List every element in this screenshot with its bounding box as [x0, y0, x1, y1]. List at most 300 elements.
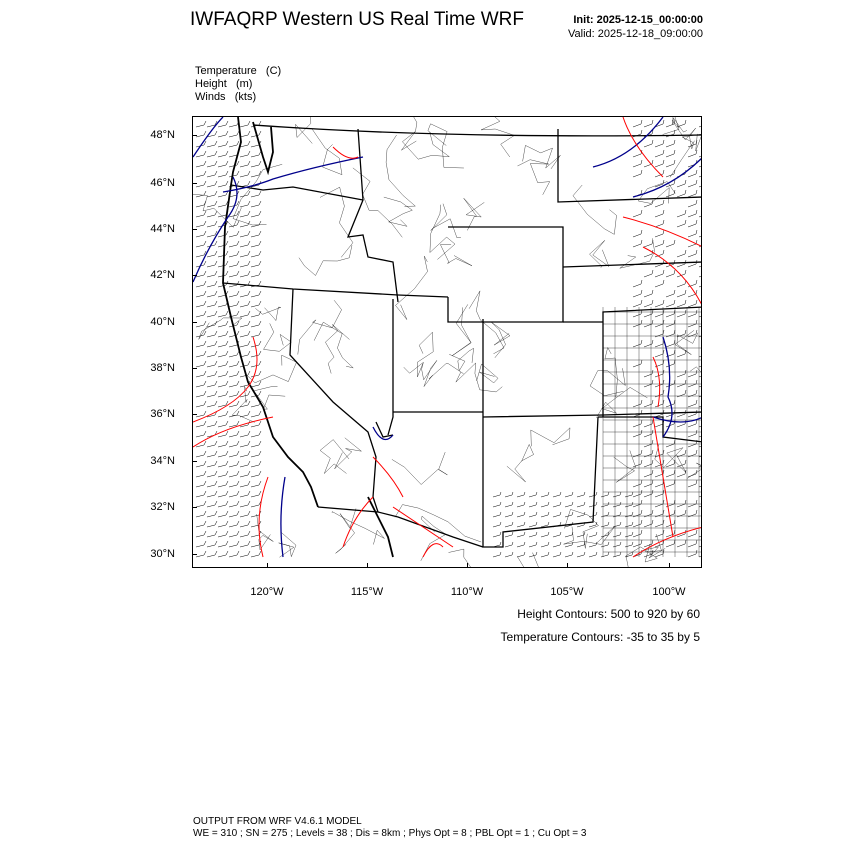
county-line — [675, 330, 698, 354]
variable-list — [195, 65, 281, 104]
lon-label: 105°W — [550, 586, 584, 598]
wind-barb — [541, 522, 549, 527]
wind-barb — [505, 552, 513, 557]
wind-barb — [207, 481, 217, 487]
county-line — [392, 452, 448, 484]
wind-barb — [613, 542, 621, 547]
wind-barb — [655, 520, 664, 527]
wind-barb — [633, 540, 642, 547]
wind-barb — [218, 301, 228, 307]
wind-barb — [196, 371, 206, 377]
wind-barb — [207, 521, 217, 527]
wind-barb — [666, 290, 675, 297]
wind-barb — [207, 531, 217, 537]
wind-barb — [240, 131, 250, 137]
wind-barb — [577, 542, 585, 547]
wind-barb — [493, 492, 501, 497]
wind-barb — [196, 531, 206, 537]
wind-barb — [196, 291, 206, 297]
wind-barb — [644, 400, 653, 407]
lat-tick — [192, 135, 197, 136]
wind-barb — [677, 500, 686, 507]
wind-barb — [218, 381, 228, 387]
wind-barb — [677, 220, 686, 227]
wind-barb — [553, 512, 561, 517]
wind-barb — [565, 492, 573, 497]
wind-barb — [505, 522, 513, 527]
height-contours-label: Height Contours: 500 to 920 by 60 — [517, 607, 700, 621]
county-line — [590, 368, 625, 396]
wind-barb — [251, 331, 261, 337]
wind-barb — [196, 431, 206, 437]
wind-barb — [529, 552, 537, 557]
wind-barb — [251, 431, 261, 437]
wind-barb — [505, 492, 513, 497]
wind-barb — [677, 420, 686, 427]
wind-barb — [644, 460, 653, 467]
wind-barb — [240, 301, 250, 307]
wind-barb — [688, 470, 697, 477]
wind-barb — [699, 120, 702, 127]
lon-label: 100°W — [652, 586, 686, 598]
county-line — [384, 197, 413, 226]
county-line — [431, 204, 461, 238]
wind-barb — [677, 280, 686, 287]
lon-label: 120°W — [250, 586, 284, 598]
wind-barb — [229, 121, 239, 127]
wind-barb — [229, 461, 239, 467]
wind-barb — [601, 552, 609, 557]
wind-barb — [666, 170, 675, 177]
wind-barb — [553, 532, 561, 537]
wind-barb — [207, 511, 217, 517]
county-line — [255, 307, 280, 321]
wind-barb — [240, 481, 250, 487]
lat-tick — [192, 414, 197, 415]
wind-barb — [207, 361, 217, 367]
wind-barb — [240, 171, 250, 177]
wind-barb — [207, 551, 217, 557]
wind-barb — [655, 140, 664, 147]
wind-barb — [699, 210, 702, 217]
wind-barb — [633, 360, 642, 367]
map-canvas — [193, 117, 702, 568]
wind-barb — [655, 200, 664, 207]
lon-tick — [367, 563, 368, 568]
wind-barb — [196, 231, 206, 237]
wind-barb — [207, 441, 217, 447]
wind-barb — [517, 522, 525, 527]
lon-label: 115°W — [350, 586, 384, 598]
wind-barb — [644, 250, 653, 257]
wind-barb — [553, 502, 561, 507]
wind-barb — [613, 512, 621, 517]
wind-barb — [196, 351, 206, 357]
wind-barb — [644, 490, 653, 497]
lat-tick — [192, 507, 197, 508]
wind-barb — [655, 240, 664, 247]
wind-barb — [517, 492, 525, 497]
wind-barb — [699, 170, 702, 177]
lat-label: 46°N — [150, 177, 175, 189]
county-line — [464, 198, 485, 230]
wind-barb — [666, 460, 675, 467]
wind-barb — [688, 310, 697, 317]
wind-barb — [666, 540, 675, 547]
wind-barb — [207, 491, 217, 497]
wind-barb — [655, 220, 664, 227]
wind-barb — [625, 532, 633, 537]
wind-barb — [207, 381, 217, 387]
wind-barb — [655, 320, 664, 327]
wind-barb — [229, 241, 239, 247]
wind-barb — [553, 552, 561, 557]
wind-barb — [633, 400, 642, 407]
wind-barb — [251, 451, 261, 457]
wind-barb — [529, 532, 537, 537]
wind-barb — [240, 501, 250, 507]
wind-barb — [577, 532, 585, 537]
wind-barb — [666, 160, 675, 167]
temperature-contour — [373, 457, 403, 497]
wind-barb — [699, 370, 702, 377]
county-line — [456, 363, 502, 392]
county-line — [452, 304, 471, 355]
wind-barb — [517, 512, 525, 517]
wind-barb — [633, 420, 642, 427]
temperature-contours — [193, 117, 702, 557]
wind-barb — [633, 340, 642, 347]
wind-barb — [196, 221, 206, 227]
wind-barb — [240, 211, 250, 217]
wind-barb — [633, 160, 642, 167]
wind-barb — [644, 440, 653, 447]
wind-barb — [240, 541, 250, 547]
lon-tick — [267, 563, 268, 568]
wind-barb — [218, 241, 228, 247]
height-contour — [633, 157, 702, 197]
county-line — [518, 160, 550, 195]
wind-barb — [196, 181, 206, 187]
county-line — [233, 164, 282, 225]
wind-barb — [655, 160, 664, 167]
wind-barb — [196, 361, 206, 367]
county-line — [449, 549, 483, 568]
wind-barb — [688, 280, 697, 287]
variable-temperature: Temperature (C) — [195, 65, 282, 77]
county-line — [449, 348, 473, 371]
wind-barb — [196, 341, 206, 347]
wind-barb — [633, 480, 642, 487]
wind-barb — [229, 451, 239, 457]
wind-barb — [493, 512, 501, 517]
wind-barbs — [196, 120, 702, 557]
wind-barb — [677, 290, 686, 297]
wind-barb — [655, 340, 664, 347]
wind-barb — [644, 240, 653, 247]
wind-barb — [251, 231, 261, 237]
wind-barb — [493, 552, 501, 557]
wind-barb — [601, 512, 609, 517]
county-line — [605, 348, 618, 398]
wind-barb — [240, 531, 250, 537]
wind-barb — [633, 240, 642, 247]
wind-barb — [218, 341, 228, 347]
wind-barb — [229, 381, 239, 387]
wind-barb — [677, 120, 686, 127]
wind-barb — [229, 391, 239, 397]
wind-barb — [699, 460, 702, 467]
wind-barb — [644, 290, 653, 297]
temperature-contour — [623, 217, 702, 247]
wind-barb — [240, 121, 250, 127]
wind-barb — [699, 500, 702, 507]
wind-barb — [699, 270, 702, 277]
wind-barb — [240, 161, 250, 167]
wind-barb — [218, 331, 228, 337]
wind-barb — [196, 521, 206, 527]
wind-barb — [655, 300, 664, 307]
wind-barb — [196, 501, 206, 507]
wind-barb — [644, 270, 653, 277]
wind-barb — [240, 491, 250, 497]
wind-barb — [577, 552, 585, 557]
lat-label: 48°N — [150, 129, 175, 141]
wind-barb — [240, 461, 250, 467]
wind-barb — [677, 460, 686, 467]
wind-barb — [251, 441, 261, 447]
wind-barb — [688, 500, 697, 507]
wind-barb — [655, 530, 664, 537]
wind-barb — [240, 441, 250, 447]
wind-barb — [196, 241, 206, 247]
wind-barb — [229, 361, 239, 367]
wind-barb — [699, 180, 702, 187]
wind-barb — [644, 470, 653, 477]
wind-barb — [677, 370, 686, 377]
wind-barb — [666, 340, 675, 347]
wind-barb — [666, 380, 675, 387]
wind-barb — [207, 281, 217, 287]
wind-barb — [207, 191, 217, 197]
wind-barb — [677, 250, 686, 257]
wind-barb — [644, 310, 653, 317]
county-line — [320, 440, 349, 474]
wind-barb — [240, 411, 250, 417]
wind-barb — [688, 260, 697, 267]
wind-barb — [229, 431, 239, 437]
wind-barb — [218, 161, 228, 167]
wind-barb — [565, 552, 573, 557]
wind-barb — [655, 250, 664, 257]
county-line — [477, 364, 498, 383]
wind-barb — [601, 492, 609, 497]
wind-barb — [251, 411, 261, 417]
wind-barb — [240, 271, 250, 277]
temperature-contour — [633, 527, 702, 557]
wind-barb — [251, 201, 261, 207]
wind-barb — [666, 150, 675, 157]
wind-barb — [613, 552, 621, 557]
wind-barb — [218, 201, 228, 207]
temperature-contour — [393, 507, 453, 547]
wind-barb — [517, 552, 525, 557]
lat-label: 40°N — [150, 316, 175, 328]
lat-tick — [192, 368, 197, 369]
wind-barb — [207, 171, 217, 177]
wind-barb — [589, 552, 597, 557]
wind-barb — [699, 530, 702, 537]
wind-barb — [493, 522, 501, 527]
wind-barb — [207, 461, 217, 467]
wind-barb — [699, 470, 702, 477]
wind-barb — [196, 411, 206, 417]
wind-barb — [240, 221, 250, 227]
wind-barb — [633, 170, 642, 177]
wind-barb — [688, 380, 697, 387]
wind-barb — [655, 310, 664, 317]
lat-tick — [192, 322, 197, 323]
wind-barb — [196, 321, 206, 327]
wind-barb — [207, 301, 217, 307]
wind-barb — [644, 370, 653, 377]
wind-barb — [633, 520, 642, 527]
wind-barb — [229, 541, 239, 547]
wind-barb — [677, 190, 686, 197]
county-line — [430, 205, 455, 260]
wind-barb — [251, 491, 261, 497]
county-line — [614, 450, 636, 482]
wind-barb — [229, 171, 239, 177]
county-line — [417, 332, 433, 377]
wind-barb — [207, 261, 217, 267]
wind-barb — [517, 532, 525, 537]
lat-label: 38°N — [150, 362, 175, 374]
county-line — [531, 428, 570, 446]
wind-barb — [229, 131, 239, 137]
wind-barb — [196, 281, 206, 287]
lat-label: 34°N — [150, 455, 175, 467]
init-time: Init: 2025-12-15_00:00:00 — [573, 14, 703, 26]
wind-barb — [541, 502, 549, 507]
county-line — [638, 182, 675, 204]
lon-tick — [669, 563, 670, 568]
wind-barb — [688, 220, 697, 227]
wind-barb — [207, 211, 217, 217]
lon-label: 110°W — [450, 586, 484, 598]
wind-barb — [633, 280, 642, 287]
wind-barb — [251, 381, 261, 387]
wind-barb — [613, 522, 621, 527]
wind-barb — [251, 211, 261, 217]
lat-label: 44°N — [150, 223, 175, 235]
wind-barb — [240, 511, 250, 517]
county-line — [396, 256, 428, 320]
wind-barb — [207, 451, 217, 457]
wind-barb — [677, 540, 686, 547]
wind-barb — [218, 121, 228, 127]
wind-barb — [240, 331, 250, 337]
wind-barb — [218, 491, 228, 497]
county-line — [298, 300, 342, 354]
wind-barb — [699, 400, 702, 407]
wind-barb — [207, 311, 217, 317]
county-line — [428, 124, 464, 168]
wind-barb — [196, 151, 206, 157]
county-line — [481, 117, 514, 157]
wind-barb — [207, 351, 217, 357]
wind-barb — [493, 532, 501, 537]
wind-barb — [207, 471, 217, 477]
wind-barb — [218, 391, 228, 397]
wind-barb — [699, 260, 702, 267]
county-line — [254, 386, 285, 409]
wind-barb — [229, 511, 239, 517]
wind-barb — [644, 200, 653, 207]
wind-barb — [240, 321, 250, 327]
county-line — [325, 325, 349, 374]
wind-barb — [633, 290, 642, 297]
wind-barb — [218, 481, 228, 487]
wind-barb — [666, 320, 675, 327]
wind-barb — [644, 140, 653, 147]
wind-barb — [601, 542, 609, 547]
wind-barb — [218, 311, 228, 317]
wind-barb — [666, 480, 675, 487]
height-contour — [663, 337, 672, 437]
wind-barb — [207, 371, 217, 377]
wind-barb — [699, 380, 702, 387]
height-contour — [281, 477, 285, 557]
wind-barb — [196, 491, 206, 497]
wind-barb — [251, 501, 261, 507]
wind-barb — [529, 502, 537, 507]
wind-barb — [644, 300, 653, 307]
wind-barb — [218, 131, 228, 137]
wind-barb — [529, 542, 537, 547]
wind-barb — [218, 461, 228, 467]
wind-barb — [565, 502, 573, 507]
wind-barb — [493, 502, 501, 507]
wind-barb — [625, 512, 633, 517]
wind-barb — [240, 291, 250, 297]
wind-barb — [251, 191, 261, 197]
wind-barb — [229, 261, 239, 267]
wind-barb — [633, 490, 642, 497]
wind-barb — [541, 492, 549, 497]
wind-barb — [240, 201, 250, 207]
wind-barb — [688, 550, 697, 557]
wind-barb — [218, 141, 228, 147]
wind-barb — [229, 481, 239, 487]
wind-barb — [541, 542, 549, 547]
wind-barb — [505, 512, 513, 517]
wind-barb — [655, 230, 664, 237]
wind-barb — [207, 271, 217, 277]
lat-label: 42°N — [150, 269, 175, 281]
wind-barb — [688, 170, 697, 177]
wind-barb — [633, 210, 642, 217]
wind-barb — [218, 451, 228, 457]
wind-barb — [625, 522, 633, 527]
county-line — [573, 185, 617, 234]
wind-barb — [251, 241, 261, 247]
wind-barb — [229, 491, 239, 497]
wind-barb — [218, 371, 228, 377]
county-line — [335, 438, 362, 469]
wind-barb — [644, 320, 653, 327]
wind-barb — [699, 360, 702, 367]
